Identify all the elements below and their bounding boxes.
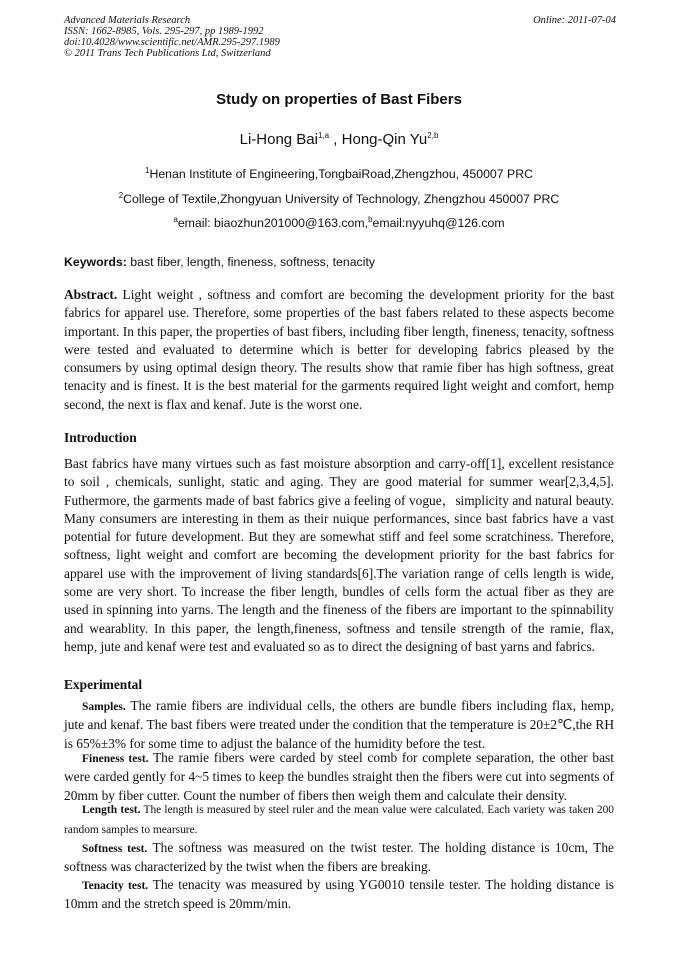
abstract-label: Abstract. xyxy=(64,287,118,302)
abstract-text: Light weight , softness and comfort are becoming the development priority for the bast fabrics for apparel use. Therefore, some properties of the bast fabers related to these aspects become important. In this paper, the properties of bast fibers, including fiber length, fineness, tenacity, softness were tested and evaluated to determine which is better for developing fabrics pleased by the consumers by using optimal design theory. The results show that ramie fiber has high softness, great tenacity and is finest. It is the best material for the garments required light weight and comfort, hemp second, the next is flax and kenaf. Jute is the worst one. xyxy=(64,287,614,412)
email-a: email: biaozhun201000@163.com, xyxy=(177,216,369,230)
affiliation-2-text: College of Textile,Zhongyuan University of Technology, Zhengzhou 450007 PRC xyxy=(123,192,560,206)
affiliation-1 xyxy=(0,167,678,181)
softness-text: The softness was measured on the twist tester. The holding distance is 10cm, The softness was characterized by the twist when the fibers are breaking. xyxy=(64,840,615,875)
length-paragraph xyxy=(64,800,614,840)
journal-name: Advanced Materials Research xyxy=(64,15,191,26)
fineness-text: The ramie fibers were carded by steel comb for complete separation, the other bast were carded gently for 4~5 times to keep the bundles straight then the fibers were cut into segments of 20mm by fiber cutter. Count the number of fibers then weigh them and calculate their density. xyxy=(64,750,614,803)
introduction-text: Bast fabrics have many virtues such as fast moisture absorption and carry-off[1], excellent resistance to soil , chemicals, sunlight, static and aging. They are good material for summer wear[2,3,4,5]. Futhermore, the garments made of bast fabrics give a feeling of vogue，simplicity and natural beauty. Many consumers are interesting in them as their nuique performances, since bast fabrics have a vast potential for future development. But they are somewhat stiff and feel some scratchiness. Therefore, softness, light weight and comfort are becoming the development priority for the bast fabrics for apparel use with the improvement of living standards[6].The variation range of cells length is wide, some are very short. To increase the fiber length, bundles of cells form the actual fiber as they are used in spinning into yarns. The length and the fineness of the fibers are important to the spinnability and wearablity. In this paper, the length,fineness, softness and tensile strength of the ramie, flax, hemp, jute and kenaf were test and evaluated so as to direct the designing of bast yarns and fabrics. xyxy=(64,456,614,654)
author-line xyxy=(0,131,678,148)
tenacity-paragraph xyxy=(64,876,614,914)
keywords-label: Keywords: xyxy=(64,255,127,269)
affiliation-1-text: Henan Institute of Engineering,TongbaiRoad,Zhengzhou, 450007 PRC xyxy=(149,167,533,181)
keywords xyxy=(64,255,616,269)
author-1-affil-mark: 1,a xyxy=(318,131,330,140)
affiliation-2 xyxy=(0,192,678,206)
affiliation-1-mark: 1 xyxy=(145,165,150,175)
doi-line: doi:10.4028/www.scientific.net/AMR.295-297.1989 xyxy=(64,37,280,48)
issn-line: ISSN: 1662-8985, Vols. 295-297, pp 1989-1992 xyxy=(64,26,264,37)
introduction-heading: Introduction xyxy=(64,430,137,445)
fineness-label: Fineness test. xyxy=(82,753,149,765)
samples-paragraph xyxy=(64,697,614,753)
abstract xyxy=(64,286,614,414)
samples-label: Samples. xyxy=(82,701,126,713)
keywords-text: bast fiber, length, fineness, softness, tenacity xyxy=(126,255,376,269)
affiliation-2-mark: 2 xyxy=(118,190,124,200)
paper-title: Study on properties of Bast Fibers xyxy=(216,91,462,108)
fineness-paragraph xyxy=(64,749,614,805)
author-2: Hong-Qin Yu xyxy=(341,131,428,148)
journal-header xyxy=(64,15,616,59)
online-date: Online: 2011-07-04 xyxy=(533,15,616,26)
copyright-line: © 2011 Trans Tech Publications Ltd, Switzerland xyxy=(64,48,271,59)
author-separator: , xyxy=(329,131,342,148)
experimental-heading: Experimental xyxy=(64,677,143,692)
softness-label: Softness test. xyxy=(82,843,148,855)
tenacity-text: The tenacity was measured by using YG0010 tensile tester. The holding distance is 10mm and the stretch speed is 20mm/min. xyxy=(64,877,615,912)
email-a-mark: a xyxy=(173,214,178,224)
length-text: The length is measured by steel ruler and the mean value were calculated. Each variety was taken 200 random samples to mearsure. xyxy=(64,804,614,836)
author-2-affil-mark: 2,b xyxy=(427,131,439,140)
length-label: Length test. xyxy=(82,804,141,816)
email-line xyxy=(0,216,678,230)
author-1: Li-Hong Bai xyxy=(239,131,318,148)
email-b-mark: b xyxy=(368,214,373,224)
softness-paragraph xyxy=(64,839,614,877)
email-b: email:nyyuhq@126.com xyxy=(372,216,505,230)
tenacity-label: Tenacity test. xyxy=(82,880,149,892)
samples-text: The ramie fibers are individual cells, the others are bundle fibers including flax, hemp, jute and kenaf. The bast fibers were treated under the condition that the temperature is 20±2℃,the RH is 65%±3% for some time to adjust the balance of the humidity before the test. xyxy=(64,698,614,751)
